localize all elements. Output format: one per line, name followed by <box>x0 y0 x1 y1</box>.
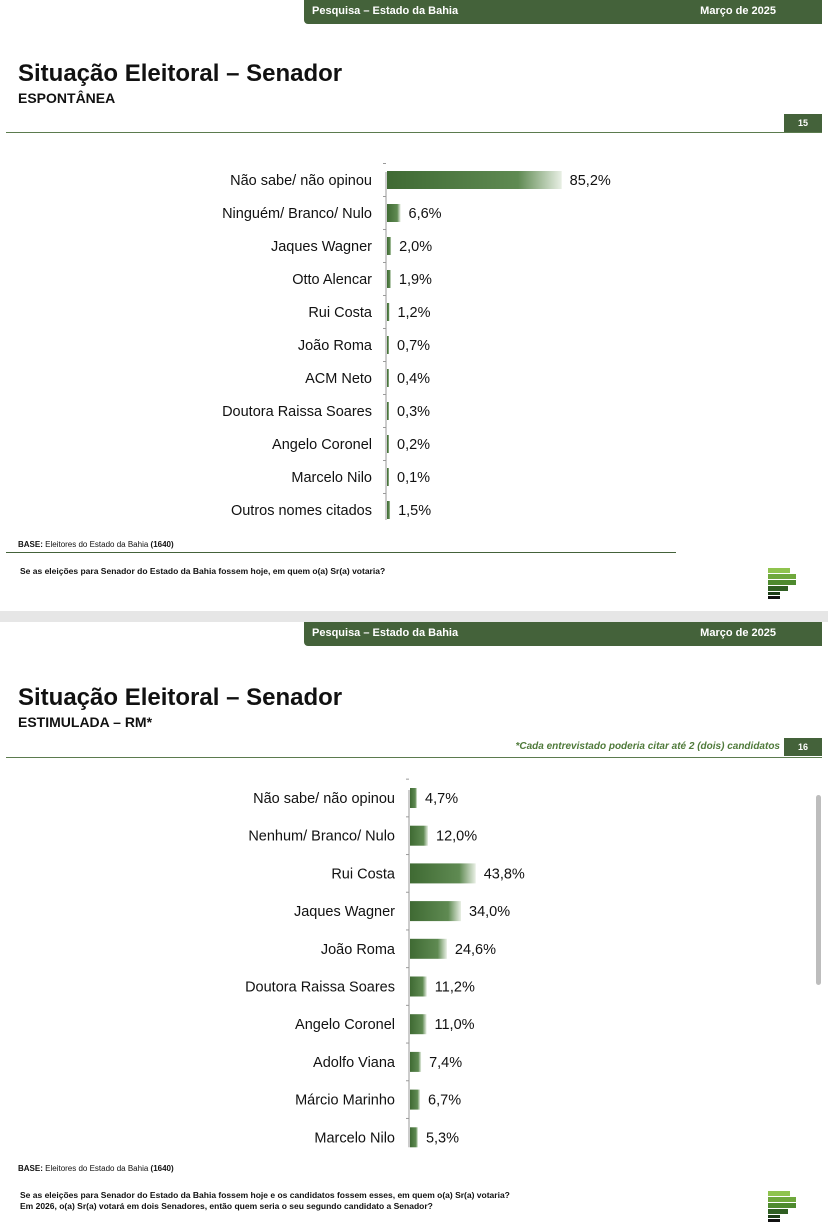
value-label: 12,0% <box>436 828 478 845</box>
category-label: Doutora Raissa Soares <box>222 404 372 420</box>
survey-question <box>20 566 385 577</box>
bar <box>387 402 389 420</box>
brand-logo-icon <box>766 1190 798 1224</box>
base-label: BASE: <box>18 540 43 549</box>
bar-chart-svg <box>0 0 828 530</box>
category-label: Angelo Coronel <box>272 437 372 453</box>
bar <box>410 1014 427 1034</box>
bar <box>410 863 476 883</box>
value-label: 0,7% <box>397 338 431 354</box>
category-label: ACM Neto <box>305 371 372 387</box>
base-note <box>18 1164 174 1173</box>
value-label: 6,6% <box>408 206 442 222</box>
category-label: Nenhum/ Branco/ Nulo <box>248 828 395 845</box>
value-label: 0,2% <box>397 437 431 453</box>
base-count: (1640) <box>150 1164 174 1173</box>
page-number: 16 <box>784 738 822 756</box>
header-survey-label: Pesquisa – Estado da Bahia <box>312 5 459 17</box>
base-count: (1640) <box>150 540 174 549</box>
scrollbar[interactable] <box>816 795 821 985</box>
value-label: 6,7% <box>428 1092 462 1109</box>
value-label: 43,8% <box>483 866 525 883</box>
category-label: Rui Costa <box>331 866 395 883</box>
header-date: Março de 2025 <box>700 5 776 17</box>
header-date: Março de 2025 <box>700 627 776 639</box>
category-label: Marcelo Nilo <box>291 470 372 486</box>
category-label: Doutora Raissa Soares <box>245 979 395 996</box>
category-label: Angelo Coronel <box>295 1017 395 1034</box>
page-number: 15 <box>784 114 822 132</box>
value-label: 0,3% <box>397 404 431 420</box>
bar <box>387 303 389 321</box>
value-label: 1,5% <box>398 503 432 519</box>
brand-logo-icon <box>766 567 798 601</box>
category-label: Não sabe/ não opinou <box>253 791 395 807</box>
category-label: Ninguém/ Branco/ Nulo <box>222 206 372 222</box>
slide-title: Situação Eleitoral – Senador <box>18 60 343 87</box>
chart-estimulada <box>0 622 828 1162</box>
category-label: Marcelo Nilo <box>314 1130 395 1147</box>
bar <box>387 435 389 453</box>
category-label: Jaques Wagner <box>270 239 372 255</box>
slide-title: Situação Eleitoral – Senador <box>18 684 343 711</box>
bar <box>387 237 391 255</box>
chart-espontanea <box>0 0 828 530</box>
bar <box>410 901 461 921</box>
bar-chart-svg <box>0 622 828 1162</box>
value-label: 4,7% <box>425 791 459 807</box>
category-label: Outros nomes citados <box>230 503 372 519</box>
base-text: Eleitores do Estado da Bahia <box>45 540 149 549</box>
category-label: Otto Alencar <box>292 272 372 288</box>
value-label: 5,3% <box>425 1130 460 1147</box>
value-label: 85,2% <box>569 173 611 189</box>
value-label: 1,2% <box>397 305 431 321</box>
value-label: 34,0% <box>469 904 511 921</box>
category-label: Adolfo Viana <box>313 1054 395 1071</box>
base-text: Eleitores do Estado da Bahia <box>45 1164 149 1173</box>
value-label: 2,0% <box>399 239 433 255</box>
question-line: Em 2026, o(a) Sr(a) votará em dois Senadores, então quem seria o seu segundo candidato a Senador? <box>20 1201 433 1211</box>
header-survey-label: Pesquisa – Estado da Bahia <box>312 627 459 639</box>
value-label: 11,2% <box>434 979 475 996</box>
bar <box>387 468 389 486</box>
multiple-answer-note: *Cada entrevistado poderia citar até 2 (dois) candidatos <box>515 741 780 752</box>
footer-divider <box>6 552 676 553</box>
bar <box>410 1127 418 1147</box>
bar <box>410 939 447 959</box>
bar <box>387 171 562 189</box>
base-note <box>18 540 174 549</box>
bar <box>410 826 428 846</box>
value-label: 24,6% <box>454 941 497 958</box>
question-line: Se as eleições para Senador do Estado da Bahia fossem hoje e os candidatos fossem esses, em quem o(a) Sr(a) votaria? <box>20 1190 510 1200</box>
slide-subtitle: ESTIMULADA – RM* <box>18 714 153 730</box>
slide-estimulada <box>0 622 828 1229</box>
bar <box>410 977 427 997</box>
category-label: João Roma <box>320 941 395 958</box>
slide-subtitle: ESPONTÂNEA <box>18 90 116 106</box>
bar <box>387 501 390 519</box>
slide-espontanea <box>0 0 828 611</box>
bar <box>410 788 417 808</box>
value-label: 0,4% <box>397 371 431 387</box>
bar <box>387 336 389 354</box>
value-label: 7,4% <box>429 1054 463 1071</box>
category-label: Jaques Wagner <box>293 904 395 921</box>
bar <box>387 270 391 288</box>
category-label: Não sabe/ não opinou <box>230 173 372 189</box>
value-label: 0,1% <box>397 470 431 486</box>
bar <box>387 204 401 222</box>
survey-question <box>20 1190 510 1212</box>
category-label: Rui Costa <box>308 305 372 321</box>
base-label: BASE: <box>18 1164 43 1173</box>
bar <box>387 369 389 387</box>
category-label: João Roma <box>297 338 372 354</box>
bar <box>410 1052 421 1072</box>
question-line: Se as eleições para Senador do Estado da Bahia fossem hoje, em quem o(a) Sr(a) votaria? <box>20 566 386 576</box>
value-label: 1,9% <box>398 272 432 288</box>
value-label: 11,0% <box>434 1017 475 1034</box>
bar <box>410 1090 420 1110</box>
category-label: Márcio Marinho <box>295 1092 395 1109</box>
